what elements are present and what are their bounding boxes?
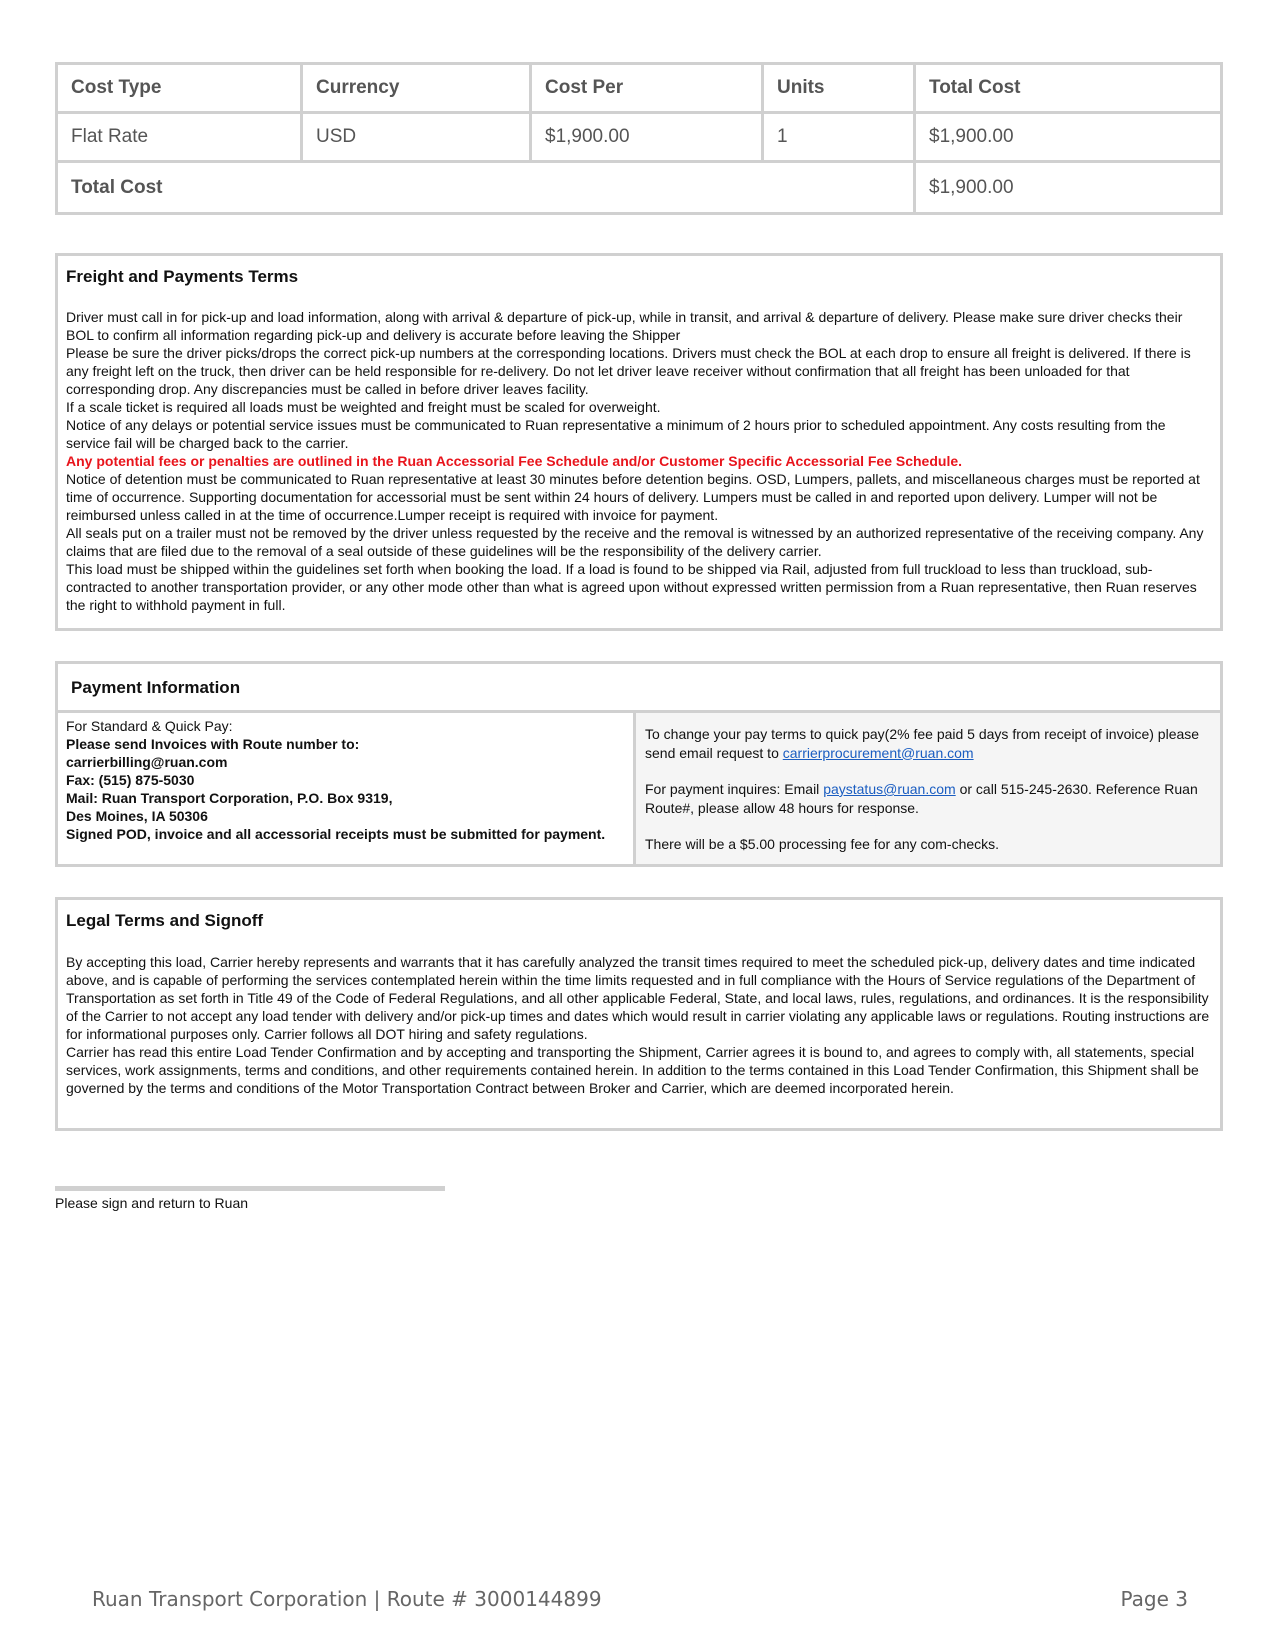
cell-cost-per: $1,900.00 xyxy=(532,114,764,163)
cell-cost-type: Flat Rate xyxy=(58,114,303,163)
payment-columns xyxy=(58,713,1220,864)
payment-instructions xyxy=(58,713,636,864)
terms-paragraph: Please be sure the driver picks/drops the correct pick-up numbers at the corresponding locations. Drivers must check the BOL at each drop to ensure all freight is delivered. If there is any freight left on the truck, then driver can be held responsible for re-delivery. Do not let driver leave receiver without confirmation that all freight has been unloaded for that corresponding drop. Any discrepancies must be called in before driver leaves facility. xyxy=(66,345,1191,397)
cell-units: 1 xyxy=(764,114,916,163)
quickpay-note xyxy=(645,725,1212,762)
terms-paragraph: If a scale ticket is required all loads must be weighted and freight must be scaled for overweight. xyxy=(66,399,661,415)
section-title: Payment Information xyxy=(71,678,241,697)
inquiry-prefix: For payment inquires: Email xyxy=(645,781,820,797)
header-cost-type: Cost Type xyxy=(58,65,303,114)
fee-schedule-notice: Any potential fees or penalties are outlined in the Ruan Accessorial Fee Schedule and/or Customer Specific Accessorial Fee Schedule. xyxy=(66,453,963,469)
footer-company-route: Ruan Transport Corporation | Route # 3000144899 xyxy=(92,1587,602,1611)
header-cost-per: Cost Per xyxy=(532,65,764,114)
mail-address-line2: Des Moines, IA 50306 xyxy=(66,808,208,824)
signature-line[interactable] xyxy=(55,1186,445,1191)
terms-paragraph: All seals put on a trailer must not be removed by the driver unless requested by the receive and the removal is witnessed by an authorized representative of the receiving company. Any claims that are filed due to the removal of a seal outside of these guidelines will be the responsibility of the delivery carrier. xyxy=(66,525,1204,559)
legal-paragraph: Carrier has read this entire Load Tender Confirmation and by accepting and transporting the Shipment, Carrier agrees it is bound to, and agrees to comply with, all statements, special services, work assignments, terms and conditions, and other requirements contained herein. In addition to the terms contained in this Load Tender Confirmation, this Shipment shall be governed by the terms and conditions of the Motor Transportation Contract between Broker and Carrier, which are deemed incorporated herein. xyxy=(66,1044,1199,1096)
payment-header xyxy=(58,664,1220,713)
legal-terms-section xyxy=(55,897,1223,1131)
payment-notes xyxy=(636,713,1220,864)
payment-intro: For Standard & Quick Pay: xyxy=(66,718,233,734)
legal-paragraph: By accepting this load, Carrier hereby represents and warrants that it has carefully analyzed the transit times required to meet the scheduled pick-up, delivery dates and time indicated above, and is capable of performing the services contemplated herein within the time limits requested and in full compliance with the Hours of Service regulations of the Department of Transportation as set forth in Title 49 of the Code of Federal Regulations, and all other applicable Federal, State, and local laws, rules, regulations, and ordinances. It is the responsibility of the Carrier to not accept any load tender with delivery and/or pick-up times and dates which would result in carrier violating any applicable laws or regulations. Routing instructions are for informational purposes only. Carrier follows all DOT hiring and safety regulations. xyxy=(66,954,1210,1042)
total-cost-label: Total Cost xyxy=(58,163,916,212)
header-currency: Currency xyxy=(303,65,532,114)
header-total-cost: Total Cost xyxy=(916,65,1220,114)
total-row xyxy=(58,163,1220,212)
footer-page-number: Page 3 xyxy=(1120,1587,1188,1611)
inquiry-note xyxy=(645,780,1212,817)
section-title: Freight and Payments Terms xyxy=(66,267,299,286)
billing-email: carrierbilling@ruan.com xyxy=(66,754,228,770)
header-units: Units xyxy=(764,65,916,114)
cost-table-header-row xyxy=(58,65,1220,114)
cell-total-cost: $1,900.00 xyxy=(916,114,1220,163)
terms-paragraph: This load must be shipped within the guidelines set forth when booking the load. If a load is found to be shipped via Rail, adjusted from full truckload to less than truckload, sub-contracted to another transportation provider, or any other mode other than what is agreed upon without expressed written permission from a Ruan representative, then Ruan reserves the right to withhold payment in full. xyxy=(66,561,1197,613)
total-cost-value: $1,900.00 xyxy=(929,176,1014,198)
table-row xyxy=(58,114,1220,163)
pod-requirement: Signed POD, invoice and all accessorial receipts must be submitted for payment. xyxy=(66,826,606,842)
paystatus-email-link[interactable]: paystatus@ruan.com xyxy=(823,781,956,797)
section-title: Legal Terms and Signoff xyxy=(66,911,264,930)
terms-paragraph: Notice of detention must be communicated to Ruan representative at least 30 minutes before detention begins. OSD, Lumpers, pallets, and miscellaneous charges must be reported at time of occurrence. Supporting documentation for accessorial must be sent within 24 hours of delivery. Lumpers must be called in and reported upon delivery. Lumper will not be reimbursed unless called in at the time of occurrence.Lumper receipt is required with invoice for payment. xyxy=(66,471,1200,523)
processing-fee-note: There will be a $5.00 processing fee for any com-checks. xyxy=(645,836,1000,852)
mail-address-line1: Mail: Ruan Transport Corporation, P.O. Box 9319, xyxy=(66,790,393,806)
fax-number: Fax: (515) 875-5030 xyxy=(66,772,195,788)
cell-currency: USD xyxy=(303,114,532,163)
invoice-instruction: Please send Invoices with Route number to: xyxy=(66,736,360,752)
quickpay-text: To change your pay terms to quick pay(2% fee paid 5 days from receipt of invoice) please send email request to xyxy=(645,726,1200,761)
terms-paragraph: Notice of any delays or potential service issues must be communicated to Ruan representative a minimum of 2 hours prior to scheduled appointment. Any costs resulting from the service fail will be charged back to the carrier. xyxy=(66,417,1166,451)
quickpay-email-link[interactable]: carrierprocurement@ruan.com xyxy=(782,744,974,761)
freight-terms-section xyxy=(55,253,1223,631)
signature-label: Please sign and return to Ruan xyxy=(55,1195,249,1211)
terms-paragraph: Driver must call in for pick-up and load information, along with arrival & departure of pick-up, while in transit, and arrival & departure of delivery. Please make sure driver checks their BOL to confirm all information regarding pick-up and delivery is accurate before leaving the Shipper xyxy=(66,309,1183,343)
inquiry-suffix: or call 515-245-2630. Reference Ruan Route#, please allow 48 hours for response. xyxy=(645,781,1198,816)
payment-info-section xyxy=(55,661,1223,867)
cost-table xyxy=(55,62,1223,215)
